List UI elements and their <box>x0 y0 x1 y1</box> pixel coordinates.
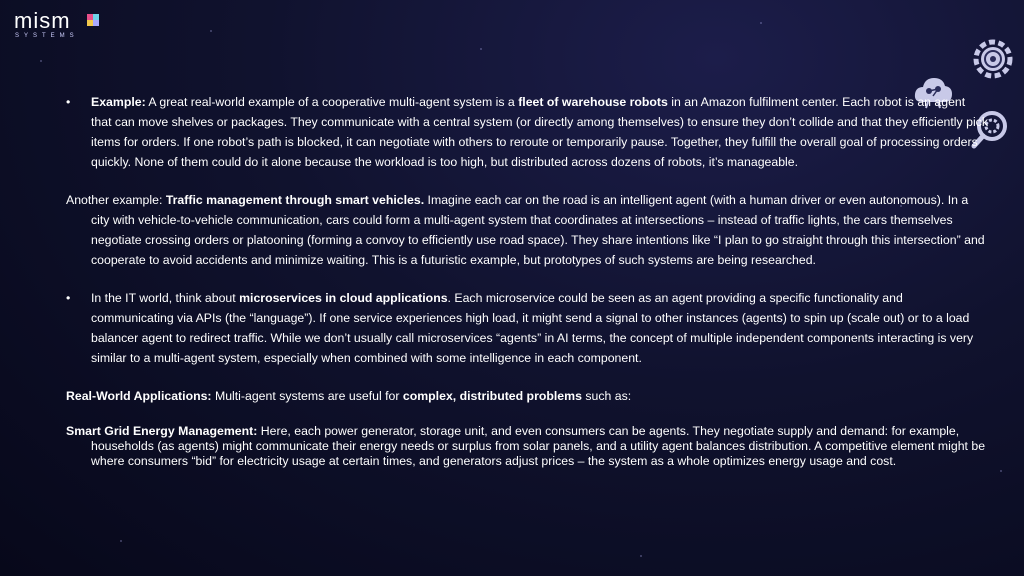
body-text: In the IT world, think about <box>91 291 240 305</box>
body-text: such as: <box>581 389 632 403</box>
body-text: Multi-agent systems are useful for <box>211 389 403 403</box>
bold-text: complex, distributed problems <box>402 389 582 403</box>
background-speck <box>1000 470 1002 472</box>
logo-cube-icon <box>86 13 100 27</box>
body-text: Imagine each car on the road is an intelligent agent (with a human driver or even autonomous). In a city with vehicle-to-vehicle communication, cars could form a multi-agent system that coordinates at intersections – instead of traffic lights, the cars themselves negotiate crossing orders or platooning (forming a convoy to efficiently use road space). They share intentions like “I plan to go straight through this intersection” and cooperate to avoid accidents and minimize waiting. This is a futuristic example, but prototypes of such systems are being researched. <box>91 193 985 267</box>
background-speck <box>120 540 122 542</box>
body-text: A great real-world example of a cooperative multi-agent system is a <box>145 95 519 109</box>
background-speck <box>480 48 482 50</box>
bullet-warehouse-robots <box>66 92 988 172</box>
company-logo <box>14 10 79 39</box>
body-text: Another example: <box>66 193 166 207</box>
bold-text: fleet of warehouse robots <box>518 95 668 109</box>
bold-text: Real-World Applications: <box>66 389 212 403</box>
background-speck <box>760 22 762 24</box>
logo-subtitle: SYSTEMS <box>15 33 79 39</box>
body-text: . Each microservice could be seen as an agent providing a specific functionality and communicating via APIs (the “language”). If one service experiences high load, it might send a signal to other instances (agents) to spin up (scale out) or to a load balancer agent to redirect traffic. While we don’t usually call microservices “agents” in AI terms, the concept of multiple independent components interacting is very similar to a multi-agent system, especially when combined with some intelligence in each component. <box>91 291 974 365</box>
body-text: Here, each power generator, storage unit, and even consumers can be agents. They negotiate supply and demand: for example, households (as agents) might communicate their energy needs or surplus from solar panels, and a utility agent balances distribution. A competitive element might be where consumers “bid” for electricity usage at certain times, and generators adjust prices – the system as a whole optimizes energy usage and cost. <box>91 424 986 468</box>
bold-text: Smart Grid Energy Management: <box>66 424 258 438</box>
body-text: in an Amazon fulfilment center. Each robot is an agent that can move shelves or packages. They communicate with a central system (or directly among themselves) to ensure they don’t collide and that they efficiently pick items for orders. If one robot’s path is blocked, it can negotiate with others to reroute or temporarily pause. Together, they fulfill the overall goal of processing orders quickly. None of them could do it alone because the workload is too high, but distributed across dozens of robots, it’s manageable. <box>91 95 988 169</box>
paragraph-smart-grid <box>66 424 988 469</box>
paragraph-real-world-applications <box>66 386 988 406</box>
background-speck <box>640 555 642 557</box>
paragraph-traffic-management <box>66 190 988 270</box>
gear-chip-icon <box>972 38 1014 80</box>
bold-text: Traffic management through smart vehicles. <box>165 193 425 207</box>
bold-text: microservices in cloud applications <box>239 291 448 305</box>
background-speck <box>40 60 42 62</box>
bold-text: Example: <box>91 95 146 109</box>
logo-wordmark: mism <box>14 8 71 33</box>
slide-body <box>66 92 988 469</box>
bullet-microservices <box>66 288 988 368</box>
background-speck <box>210 30 212 32</box>
